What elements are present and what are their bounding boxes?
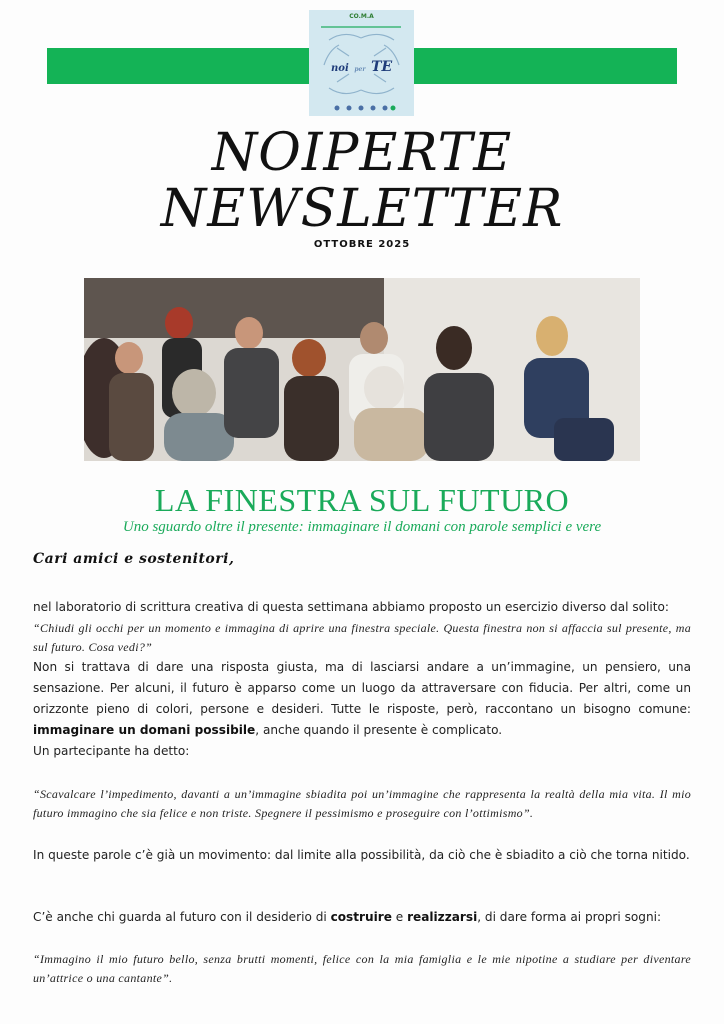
- paragraph-responses: [33, 657, 691, 741]
- quote-future: “Immagino il mio futuro bello, senza brutti momenti, felice con la mia famiglia e le mie nipotine a studiare per diventare un’attrice o una cantante”.: [33, 952, 691, 985]
- header-green-bar-right: [414, 48, 677, 84]
- paragraph-responses-text: Non si trattava di dare una risposta giusta, ma di lasciarsi andare a un’immagine, un pensiero, una sensazione. Per alcuni, il futuro è apparso come un luogo da attraversare con fiducia. Per altri, come un orizzonte pieno di colori, persone e desideri. Tutte le risposte, però, raccontano un bisogno comune:: [33, 660, 691, 716]
- paragraph-movement: In queste parole c’è già un movimento: dal limite alla possibilità, da ciò che è sbiadito a ciò che torna nitido.: [33, 848, 690, 862]
- workshop-photo: [84, 278, 640, 461]
- paragraph-intro: nel laboratorio di scrittura creativa di questa settimana abbiamo proposto un esercizio diverso dal solito:: [33, 600, 669, 614]
- logo-partners-text: CO.M.A: [349, 13, 374, 20]
- logo-per: per: [354, 66, 366, 73]
- paragraph-responses-bold: immaginare un domani possibile: [33, 723, 256, 737]
- paragraph-build-bold2: realizzarsi: [407, 910, 478, 924]
- section-subtitle: Uno sguardo oltre il presente: immaginare il domani con parole semplici e vere: [122, 519, 602, 535]
- newsletter-title-line1: NOIPERTE: [211, 123, 513, 183]
- paragraph-build-bold1: costruire: [330, 910, 392, 924]
- audience-photo-illustration: [84, 278, 640, 461]
- noiperte-logo: [309, 10, 414, 116]
- logo-noi: noi: [331, 63, 349, 74]
- paragraph-responses-end: , anche quando il presente è complicato.: [255, 723, 503, 737]
- logo-wordmark: [331, 56, 392, 75]
- header-green-bar-left: [47, 48, 309, 84]
- paragraph-build-end: , di dare forma ai propri sogni:: [477, 910, 662, 924]
- quote-exercise: “Chiudi gli occhi per un momento e immagina di aprire una finestra speciale. Questa finestra non si affaccia sul presente, ma sul futuro. Cosa vedi?”: [33, 621, 691, 654]
- quote-participant: “Scavalcare l’impedimento, davanti a un’immagine sbiadita poi un’immagine che rappresenta la realtà della mia vita. Il mio futuro immagino che sia felice e non triste. Spegnere il pessimismo e proseguire con l’ottimismo”.: [33, 787, 691, 820]
- paragraph-participant: Un partecipante ha detto:: [33, 744, 190, 758]
- issue-date: OTTOBRE 2025: [313, 239, 411, 250]
- greeting: Cari amici e sostenitori,: [33, 551, 235, 567]
- paragraph-build: [33, 907, 691, 928]
- newsletter-title-line2: NEWSLETTER: [160, 179, 564, 239]
- paragraph-build-mid: e: [391, 910, 408, 924]
- logo-te: TE: [371, 59, 393, 75]
- section-title: LA FINESTRA SUL FUTURO: [154, 482, 570, 518]
- paragraph-build-text: C’è anche chi guarda al futuro con il desiderio di: [33, 910, 331, 924]
